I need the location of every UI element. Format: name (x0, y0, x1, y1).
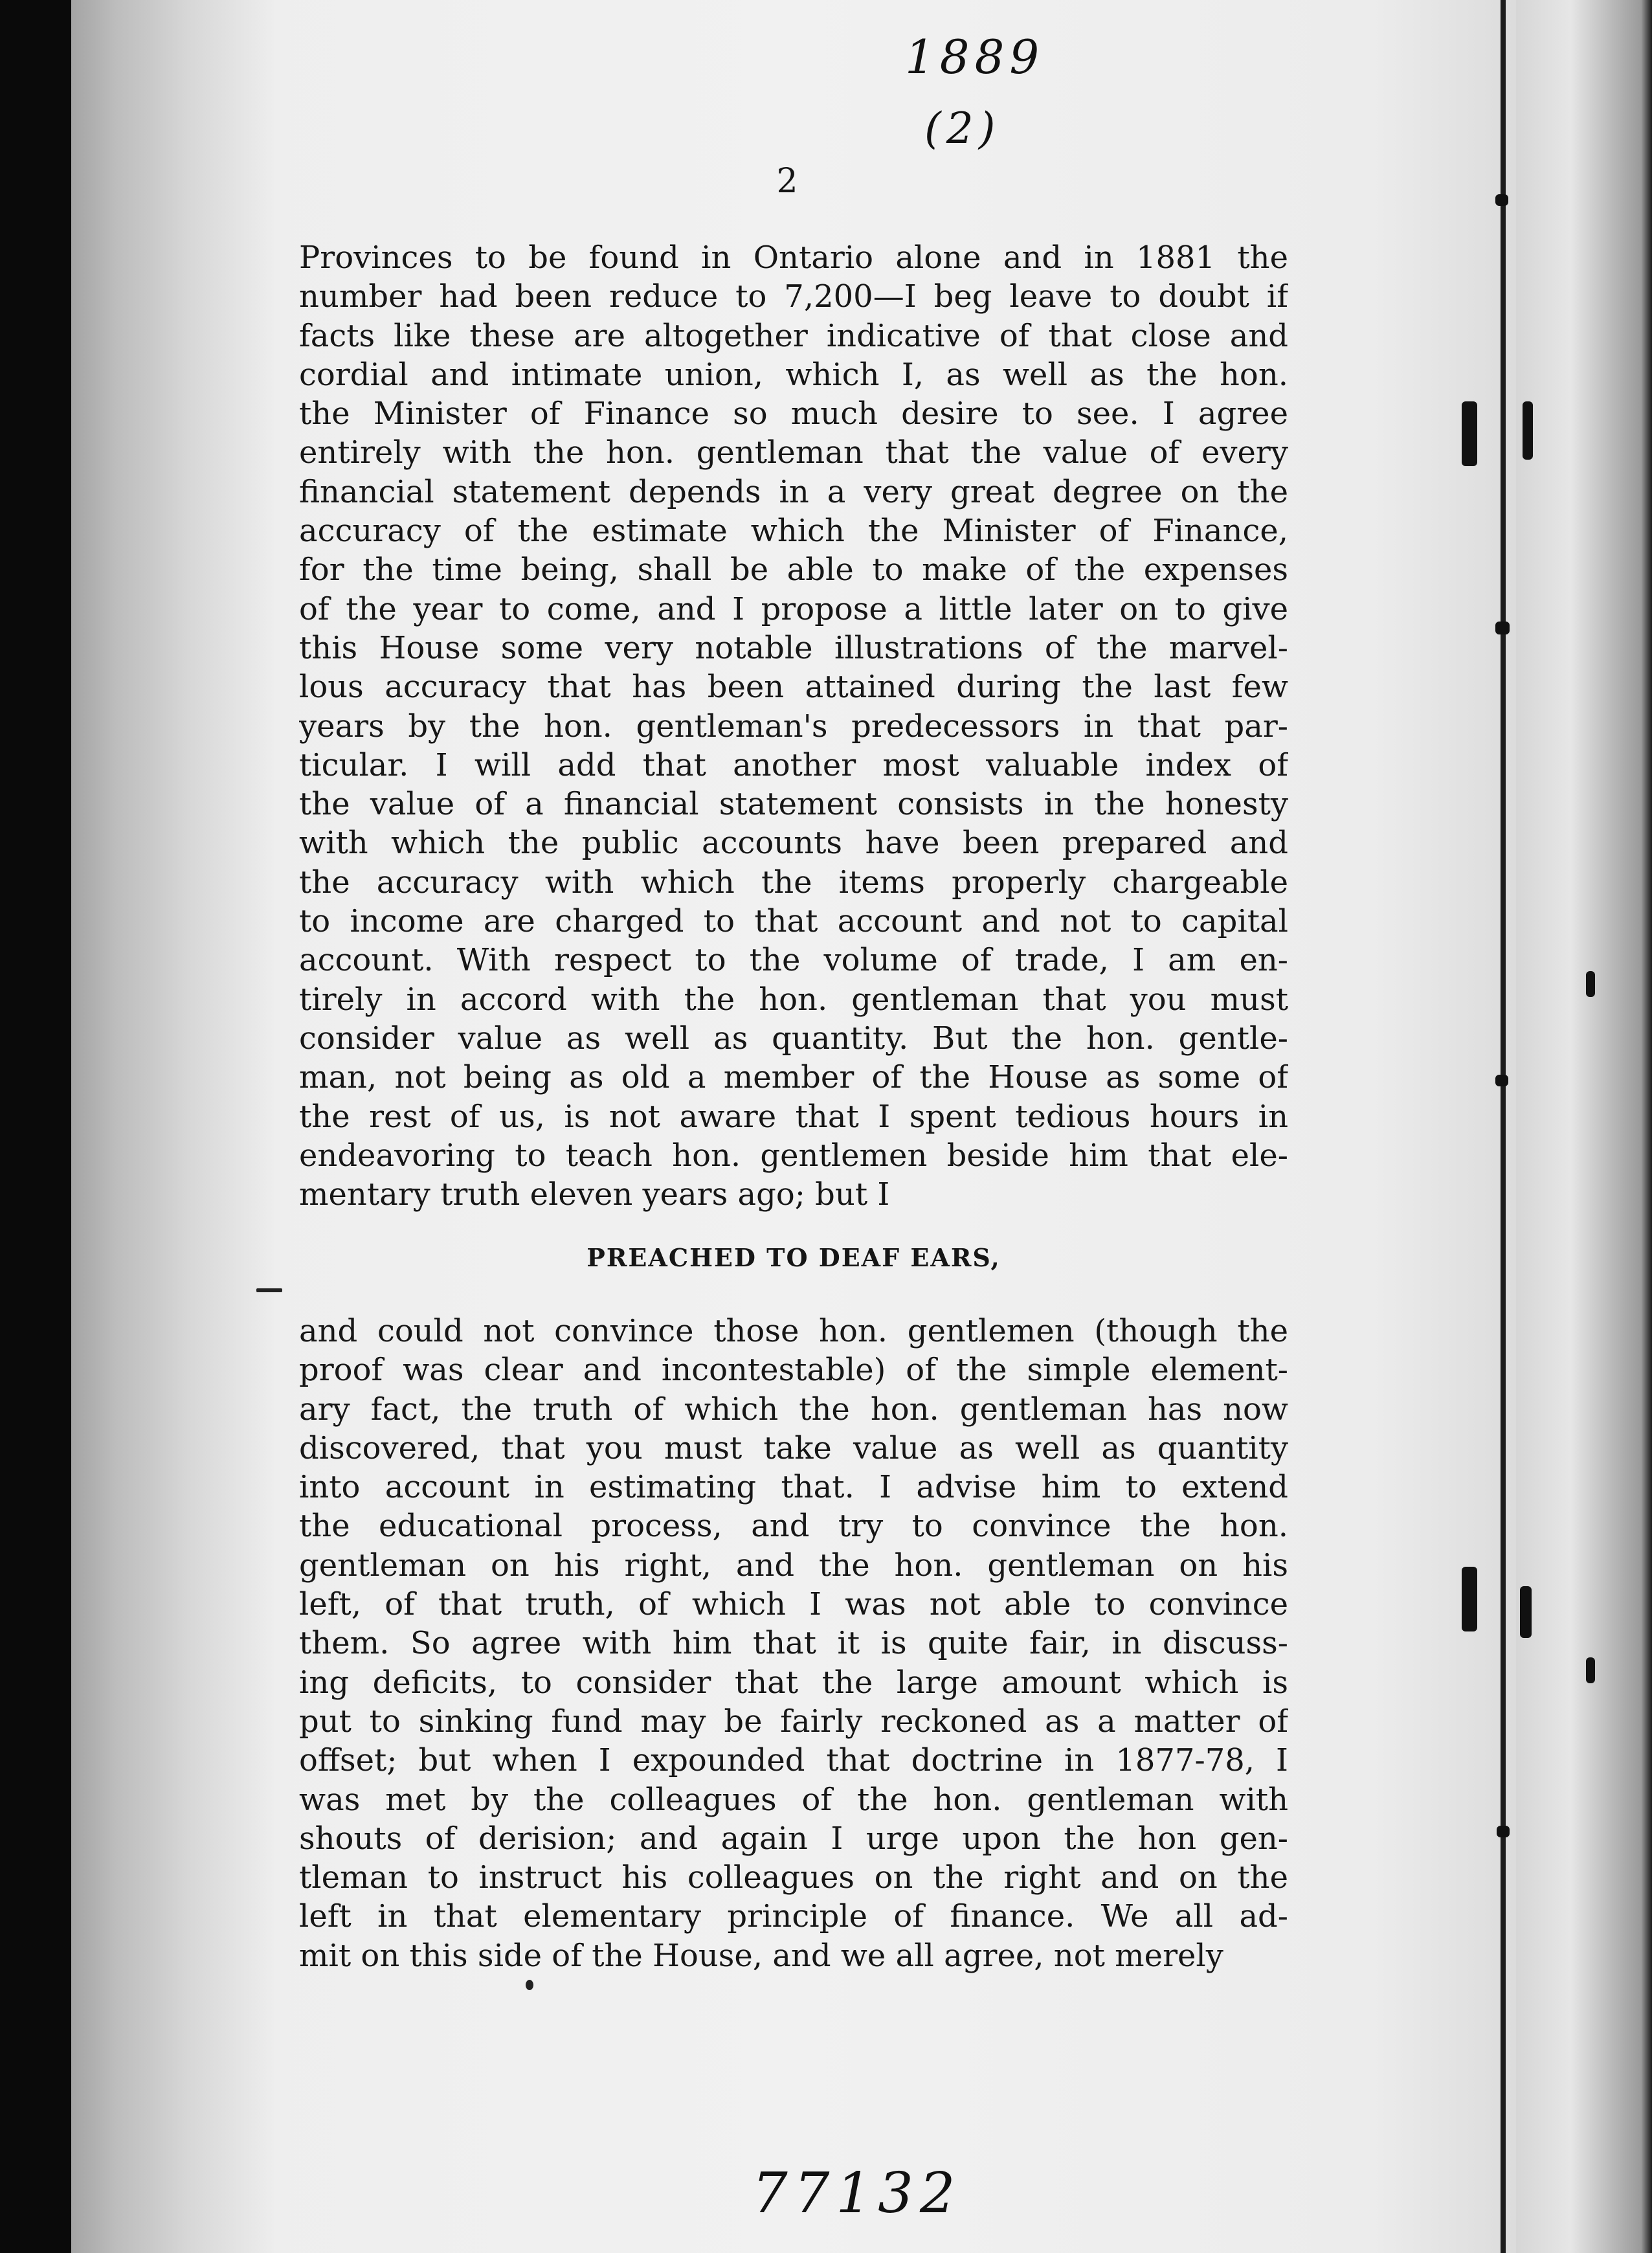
paragraph-1 (299, 238, 1288, 1214)
binding-mark (1495, 622, 1510, 634)
adjacent-page-edge (1516, 0, 1652, 2253)
text-line: offset; but when I expounded that doctrine in 1877-78, I (299, 1742, 1288, 1779)
text-line: ticular. I will add that another most valuable index of (299, 746, 1288, 783)
text-line: account. With respect to the volume of trade, I am en- (299, 942, 1288, 979)
handwritten-sub-number: (2) (924, 104, 1001, 153)
text-line: into account in estimating that. I advise him to extend (299, 1469, 1288, 1506)
text-line: this House some very notable illustrations of the marvel- (299, 629, 1288, 666)
text-line: lous accuracy that has been attained during the last few (299, 669, 1288, 706)
text-line: Provinces to be found in Ontario alone and in 1881 the (299, 240, 1288, 276)
text-line: accuracy of the estimate which the Minister of Finance, (299, 513, 1288, 550)
binding-mark (1586, 971, 1595, 997)
paper-shadow (71, 0, 278, 2253)
paragraph-2 (299, 1312, 1288, 1975)
text-line: of the year to come, and I propose a little later on to give (299, 590, 1288, 627)
binding-mark (1495, 1075, 1508, 1086)
binding-mark (1520, 1586, 1532, 1638)
binding-mark (1462, 401, 1477, 466)
text-line: proof was clear and incontestable) of the simple element- (299, 1352, 1288, 1389)
section-subheading: PREACHED TO DEAF EARS, (586, 1243, 1001, 1272)
handwritten-archive-number: 77132 (752, 2161, 962, 2226)
text-line: shouts of derision; and again I urge upon the hon gen- (299, 1820, 1288, 1857)
text-line: mit on this side of the House, and we all agree, not merely (299, 1937, 1223, 1974)
binding-mark (1462, 1567, 1477, 1631)
text-line: left, of that truth, of which I was not able to convince (299, 1586, 1288, 1623)
text-line: gentleman on his right, and the hon. gentleman on his (299, 1547, 1288, 1584)
text-line: consider value as well as quantity. But the hon. gentle- (299, 1020, 1288, 1057)
text-line: the value of a financial statement consists in the honesty (299, 786, 1288, 823)
text-line: put to sinking fund may be fairly reckoned as a matter of (299, 1703, 1288, 1740)
paper-speck (526, 1980, 533, 1990)
text-line: mentary truth eleven years ago; but I (299, 1176, 890, 1213)
text-line: and could not convince those hon. gentlemen (though the (299, 1313, 1288, 1349)
text-line: tleman to instruct his colleagues on the right and on the (299, 1859, 1288, 1896)
text-line: years by the hon. gentleman's predecessors in that par- (299, 708, 1288, 745)
page-fold-line (1501, 0, 1506, 2253)
paper-speck (256, 1288, 282, 1292)
text-line: for the time being, shall be able to make of the expenses (299, 552, 1288, 588)
text-line: the Minister of Finance so much desire to see. I agree (299, 396, 1288, 432)
text-line: with which the public accounts have been prepared and (299, 825, 1288, 862)
text-line: ing deficits, to consider that the large amount which is (299, 1664, 1288, 1701)
text-line: them. So agree with him that it is quite fair, in discuss- (299, 1625, 1288, 1662)
text-line: entirely with the hon. gentleman that the value of every (299, 434, 1288, 471)
text-line: the educational process, and try to convince the hon. (299, 1508, 1288, 1545)
text-line: ary fact, the truth of which the hon. gentleman has now (299, 1391, 1288, 1428)
text-line: the rest of us, is not aware that I spent tedious hours in (299, 1098, 1288, 1135)
handwritten-year: 1889 (905, 30, 1045, 84)
text-line: the accuracy with which the items properly chargeable (299, 864, 1288, 901)
page-number: 2 (776, 162, 798, 201)
text-line: number had been reduce to 7,200—I beg leave to doubt if (299, 278, 1288, 315)
text-line: left in that elementary principle of finance. We all ad- (299, 1898, 1288, 1935)
binding-mark (1497, 1826, 1510, 1837)
text-line: discovered, that you must take value as well as quantity (299, 1429, 1288, 1466)
text-line: was met by the colleagues of the hon. gentleman with (299, 1781, 1288, 1818)
text-line: endeavoring to teach hon. gentlemen beside him that ele- (299, 1137, 1288, 1174)
text-line: to income are charged to that account and not to capital (299, 903, 1288, 940)
text-line: financial statement depends in a very great degree on the (299, 473, 1288, 510)
binding-mark (1586, 1657, 1595, 1683)
text-line: man, not being as old a member of the House as some of (299, 1059, 1288, 1096)
text-line: facts like these are altogether indicative of that close and (299, 317, 1288, 354)
text-line: cordial and intimate union, which I, as well as the hon. (299, 356, 1288, 393)
text-line: tirely in accord with the hon. gentleman that you must (299, 981, 1288, 1018)
binding-mark (1523, 401, 1533, 460)
